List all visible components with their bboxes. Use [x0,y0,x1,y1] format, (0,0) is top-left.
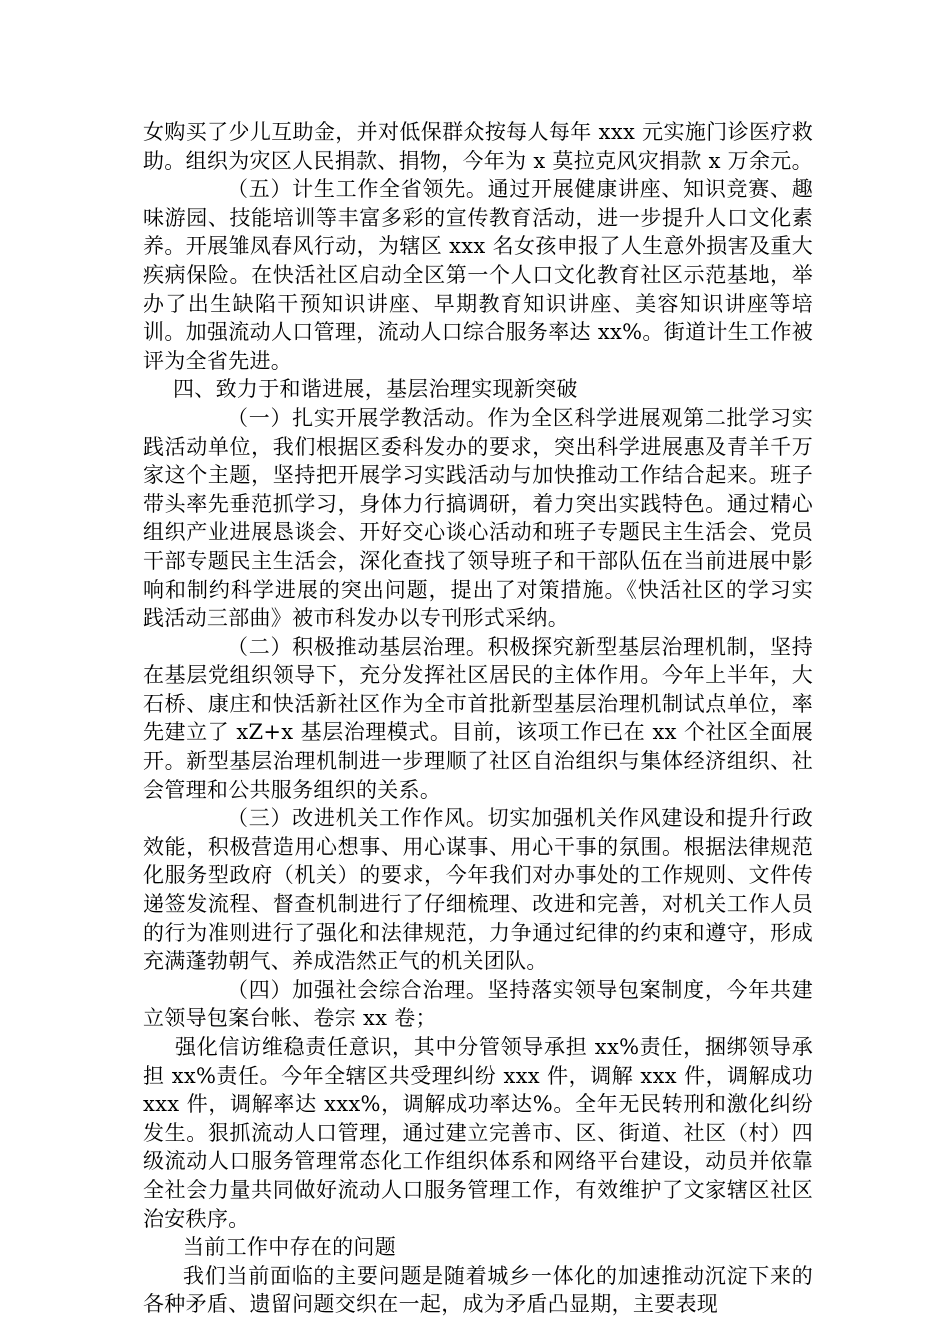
paragraph-work-style: （三）改进机关工作作风。切实加强机关作风建设和提升行政效能，积极营造用心想事、用心谋事、用心干事的氛围。根据法律规范化服务型政府（机关）的要求，今年我们对办事处的工作规则、文件传递签发流程、督查机制进行了仔细梳理、改进和完善，对机关工作人员的行为准则进行了强化和法律规范，力争通过纪律的约束和遵守，形成充满蓬勃朝气、养成浩然正气的机关团队。 [143,806,813,974]
paragraph-family-planning: （五）计生工作全省领先。通过开展健康讲座、知识竞赛、趣味游园、技能培训等丰富多彩的宣传教育活动，进一步提升人口文化素养。开展雏凤春风行动，为辖区 xxx 名女孩申报了人生意外损害及重大疾病保险。在快活社区启动全区第一个人口文化教育社区示范基地，举办了出生缺陷干预知识讲座、早期教育知识讲座、美容知识讲座等培训。加强流动人口管理，流动人口综合服务率达 xx%。街道计生工作被评为全省先进。 [143,177,813,373]
paragraph-grassroots-governance: （二）积极推动基层治理。积极探究新型基层治理机制，坚持在基层党组织领导下，充分发挥社区居民的主体作用。今年上半年，大石桥、康庄和快活新社区作为全市首批新型基层治理机制试点单位，率先建立了 xZ+x 基层治理模式。目前，该项工作已在 xx 个社区全面展开。新型基层治理机制进一步理顺了社区自治组织与集体经济组织、社会管理和公共服务组织的关系。 [143,634,813,802]
paragraph-relief-aid: 女购买了少儿互助金，并对低保群众按每人每年 xxx 元实施门诊医疗救助。组织为灾区人民捐款、捐物，今年为 x 莫拉克风灾捐款 x 万余元。 [143,120,813,173]
paragraph-petition-stability: 强化信访维稳责任意识，其中分管领导承担 xx%责任，捆绑领导承担 xx%责任。今年全辖区共受理纠纷 xxx 件，调解 xxx 件，调解成功 xxx 件，调解率达 xxx%，调解成功率达%。全年无民转刑和激化纠纷发生。狠抓流动人口管理，通过建立完善市、区、街道、社区（村）四级流动人口服务管理常态化工作组织体系和网络平台建设，动员并依靠全社会力量共同做好流动人口服务管理工作，有效维护了文家辖区社区治安秩序。 [143,1035,813,1231]
paragraph-social-governance: （四）加强社会综合治理。坚持落实领导包案制度，今年共建立领导包案台帐、卷宗 xx 卷； [143,977,813,1031]
paragraph-main-problems: 我们当前面临的主要问题是随着城乡一体化的加速推动沉淀下来的各种矛盾、遗留问题交织在一起，成为矛盾凸显期，主要表现 [143,1263,813,1317]
document-body [143,118,813,1319]
section-heading-governance: 四、致力于和谐进展，基层治理实现新突破 [173,377,578,402]
section-heading-problems: 当前工作中存在的问题 [183,1235,396,1260]
paragraph-study-activities: （一）扎实开展学教活动。作为全区科学进展观第二批学习实践活动单位，我们根据区委科发办的要求，突出科学进展惠及青羊千万家这个主题，坚持把开展学习实践活动与加快推动工作结合起来。班子带头率先垂范抓学习，身体力行搞调研，着力突出实践特色。通过精心组织产业进展恳谈会、开好交心谈心活动和班子专题民主生活会、党员干部专题民主生活会，深化查找了领导班子和干部队伍在当前进展中影响和制约科学进展的突出问题，提出了对策措施。《快活社区的学习实践活动三部曲》被市科发办以专刊形式采纳。 [143,405,813,631]
